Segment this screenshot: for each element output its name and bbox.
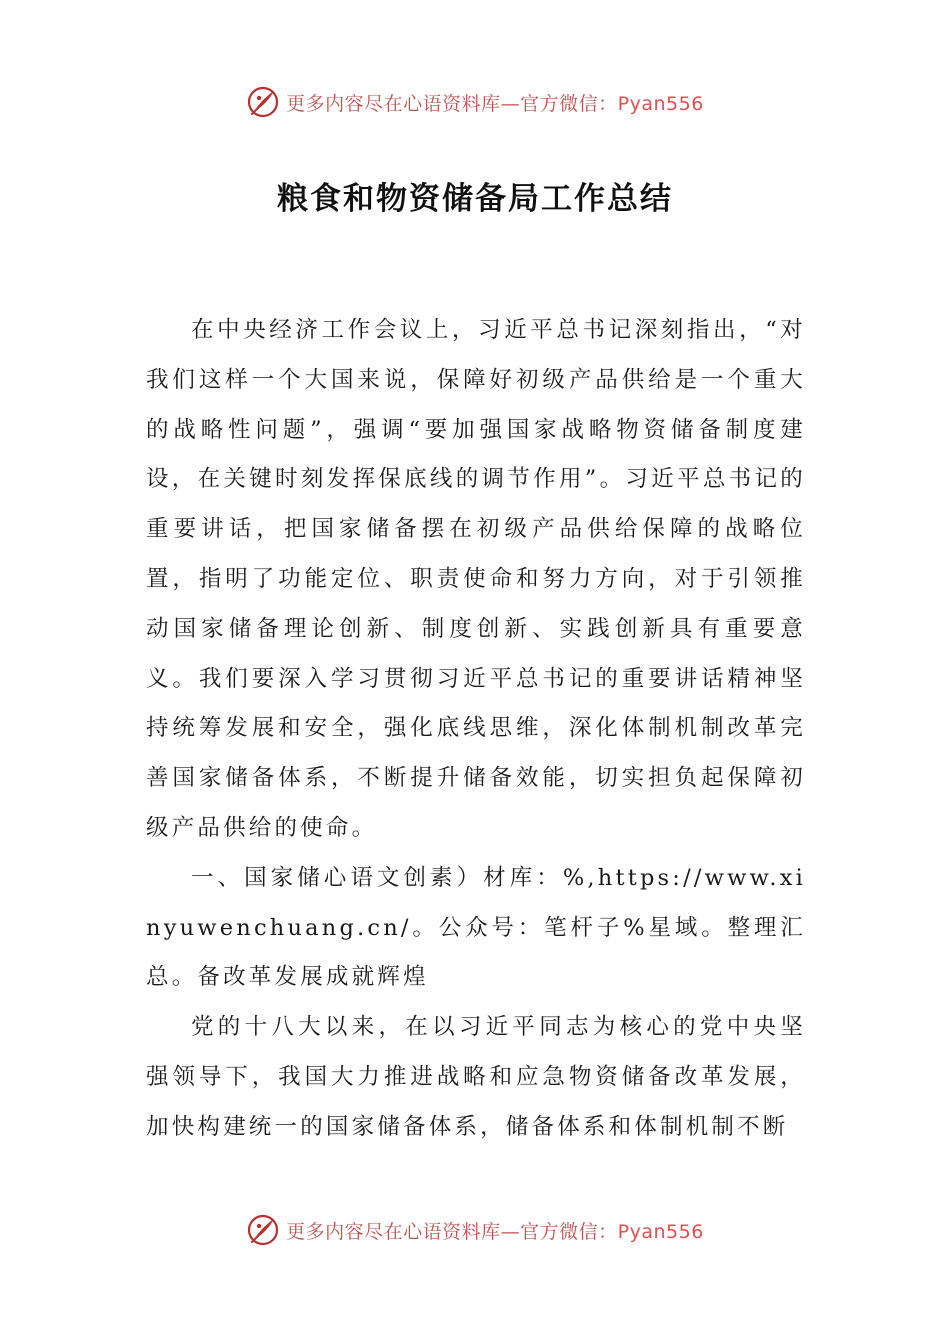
wechat-id: Pyan556 — [617, 92, 704, 115]
header-watermark — [0, 82, 950, 122]
header-watermark-text — [286, 89, 704, 116]
footer-watermark-text — [286, 1217, 704, 1244]
paragraph-3: 党的十八大以来，在以习近平同志为核心的党中央坚强领导下，我国大力推进战略和应急物资储备改革发展，加快构建统一的国家储备体系，储备体系和体制机制不断 — [146, 1014, 806, 1140]
watermark-label: 更多内容尽在心语资料库—官方微信： — [286, 1220, 618, 1243]
wechat-id: Pyan556 — [617, 1220, 704, 1243]
quill-pen-logo-icon — [246, 85, 280, 119]
quill-pen-logo-icon — [246, 1213, 280, 1247]
watermark-label: 更多内容尽在心语资料库—官方微信： — [286, 92, 618, 115]
footer-watermark — [0, 1210, 950, 1250]
paragraph-1: 在中央经济工作会议上，习近平总书记深刻指出，“对我们这样一个大国来说，保障好初级产品供给是一个重大的战略性问题”，强调“要加强国家战略物资储备制度建设，在关键时刻发挥保底线的调节作用”。习近平总书记的重要讲话，把国家储备摆在初级产品供给保障的战略位置，指明了功能定位、职责使命和努力方向，对于引领推动国家储备理论创新、制度创新、实践创新具有重要意义。我们要深入学习贯彻习近平总书记的重要讲话精神坚持统筹发展和安全，强化底线思维，深化体制机制改革完善国家储备体系，不断提升储备效能，切实担负起保障初级产品供给的使命。 — [146, 317, 806, 841]
document-body — [146, 306, 806, 1153]
document-title: 粮食和物资储备局工作总结 — [277, 181, 673, 217]
paragraph-2: 一、国家储心语文创素）材库：%,https://www.xinyuwenchuang.cn/。公众号：笔杆子%星域。整理汇总。备改革发展成就辉煌 — [146, 864, 806, 991]
